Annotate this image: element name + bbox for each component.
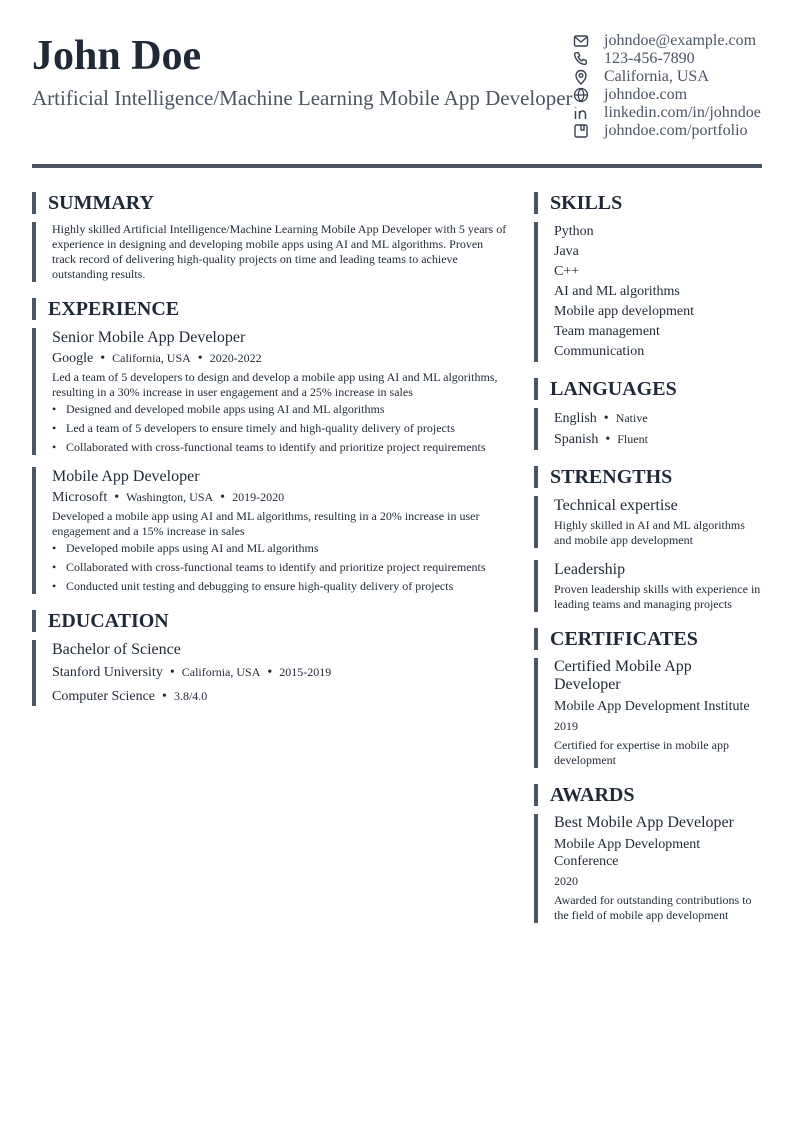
language-name: Spanish — [554, 432, 599, 447]
contact-portfolio-text[interactable]: johndoe.com/portfolio — [604, 122, 748, 139]
skill-item: Java — [554, 244, 579, 259]
job-description: Led a team of 5 developers to design and develop a mobile app using AI and ML algorithms, resulting in a 30% increase in user engagement and a 25% increase in sales — [52, 370, 498, 399]
job-meta — [52, 488, 510, 507]
separator-dot: • — [197, 351, 203, 366]
award-year: 2020 — [554, 874, 578, 888]
education-field-row — [52, 687, 510, 706]
award-item — [534, 814, 762, 923]
awards-heading: AWARDS — [534, 784, 762, 806]
contact-phone[interactable] — [572, 50, 772, 68]
resume-page — [32, 0, 762, 922]
skill-item: Mobile app development — [554, 304, 694, 319]
separator-dot: • — [162, 689, 167, 704]
contact-location — [572, 68, 772, 86]
linkedin-icon — [572, 105, 590, 121]
contact-email[interactable] — [572, 32, 772, 50]
job-description: Developed a mobile app using AI and ML algorithms, resulting in a 20% increase in user engagement and a 15% increase in sales — [52, 509, 480, 538]
education-heading: EDUCATION — [32, 610, 510, 632]
job-title: Mobile App Developer — [52, 468, 200, 485]
certificates-heading: CERTIFICATES — [534, 628, 762, 650]
summary-heading: SUMMARY — [32, 192, 510, 214]
contact-email-text[interactable]: johndoe@example.com — [604, 32, 757, 49]
education-degree: Bachelor of Science — [52, 641, 181, 658]
portfolio-icon — [572, 123, 590, 139]
certificate-org: Mobile App Development Institute — [554, 699, 750, 714]
right-column — [534, 192, 762, 939]
separator-dot: • — [169, 665, 175, 680]
certificate-year: 2019 — [554, 719, 578, 733]
experience-item — [32, 467, 510, 594]
summary-text: Highly skilled Artificial Intelligence/Machine Learning Mobile App Developer with 5 years of experience in designing and developing mobile apps using AI and ML algorithms. Proven track record of delivering high-quality projects on time and leading teams to achieve outstanding results. — [52, 222, 507, 281]
education-location: California, USA — [181, 665, 261, 679]
contact-phone-text[interactable]: 123-456-7890 — [604, 50, 695, 67]
contact-website[interactable] — [572, 86, 772, 104]
left-column — [32, 192, 510, 722]
skill-item: Python — [554, 224, 594, 239]
phone-icon — [572, 51, 590, 67]
languages-heading: LANGUAGES — [534, 378, 762, 400]
language-item — [554, 429, 762, 450]
language-name: English — [554, 411, 597, 426]
strength-description: Proven leadership skills with experience in leading teams and managing projects — [554, 582, 761, 611]
job-bullet: • Collaborated with cross-functional teams to identify and prioritize project requirements — [52, 560, 510, 575]
certificate-title: Certified Mobile App Developer — [554, 658, 692, 693]
education-school: Stanford University — [52, 665, 163, 680]
job-dates: 2019-2020 — [232, 490, 285, 504]
education-block — [32, 640, 510, 706]
contact-location-text: California, USA — [604, 68, 709, 85]
job-bullets — [52, 541, 510, 594]
language-item — [554, 408, 762, 429]
experience-item — [32, 328, 510, 455]
award-title: Best Mobile App Developer — [554, 814, 734, 831]
job-meta — [52, 349, 510, 368]
separator-dot: • — [605, 432, 611, 447]
language-level: Fluent — [617, 432, 648, 446]
separator-dot: • — [267, 665, 273, 680]
education-meta — [52, 663, 510, 682]
award-description: Awarded for outstanding contributions to the field of mobile app development — [554, 893, 752, 922]
contact-linkedin-text[interactable]: linkedin.com/in/johndoe — [604, 104, 761, 121]
candidate-name: John Doe — [32, 33, 202, 79]
resume-header — [32, 0, 762, 166]
globe-icon — [572, 87, 590, 103]
job-company: Microsoft — [52, 490, 108, 505]
separator-dot: • — [603, 411, 609, 426]
separator-dot: • — [114, 490, 120, 505]
languages-block — [534, 408, 762, 450]
job-title: Senior Mobile App Developer — [52, 329, 246, 346]
job-bullet: • Designed and developed mobile apps using AI and ML algorithms — [52, 402, 510, 417]
skill-item: C++ — [554, 264, 580, 279]
skills-heading: SKILLS — [534, 192, 762, 214]
certificate-item — [534, 658, 762, 768]
contact-linkedin[interactable] — [572, 104, 772, 122]
job-location: Washington, USA — [126, 490, 214, 504]
job-bullet: • Conducted unit testing and debugging to ensure high-quality delivery of projects — [52, 579, 510, 594]
contact-list — [572, 32, 772, 140]
award-org: Mobile App Development Conference — [554, 837, 701, 869]
job-bullets — [52, 402, 510, 455]
candidate-title: Artificial Intelligence/Machine Learning Mobile App Developer — [32, 86, 573, 110]
job-company: Google — [52, 351, 94, 366]
separator-dot: • — [220, 490, 226, 505]
contact-website-text[interactable]: johndoe.com — [604, 86, 688, 103]
job-bullet: • Led a team of 5 developers to ensure timely and high-quality delivery of projects — [52, 421, 510, 436]
skills-block — [534, 222, 762, 362]
experience-heading: EXPERIENCE — [32, 298, 510, 320]
education-gpa: 3.8/4.0 — [173, 689, 208, 703]
certificate-description: Certified for expertise in mobile app development — [554, 738, 729, 767]
skill-item: AI and ML algorithms — [554, 284, 680, 299]
strength-description: Highly skilled in AI and ML algorithms and mobile app development — [554, 518, 745, 547]
education-dates: 2015-2019 — [279, 665, 332, 679]
contact-portfolio[interactable] — [572, 122, 772, 140]
job-bullet: • Developed mobile apps using AI and ML algorithms — [52, 541, 510, 556]
location-pin-icon — [572, 69, 590, 85]
language-level: Native — [615, 411, 648, 425]
summary-block — [32, 222, 510, 282]
education-field: Computer Science — [52, 689, 156, 704]
job-dates: 2020-2022 — [209, 351, 262, 365]
job-bullet: • Collaborated with cross-functional teams to identify and prioritize project requirements — [52, 440, 510, 455]
strength-title: Technical expertise — [554, 497, 678, 514]
strengths-heading: STRENGTHS — [534, 466, 762, 488]
job-location: California, USA — [112, 351, 191, 365]
separator-dot: • — [100, 351, 106, 366]
skill-item: Communication — [554, 344, 645, 359]
header-divider — [32, 164, 762, 168]
strength-item — [534, 560, 762, 612]
strength-item — [534, 496, 762, 548]
mail-icon — [572, 33, 590, 49]
skill-item: Team management — [554, 324, 660, 339]
strength-title: Leadership — [554, 561, 626, 578]
